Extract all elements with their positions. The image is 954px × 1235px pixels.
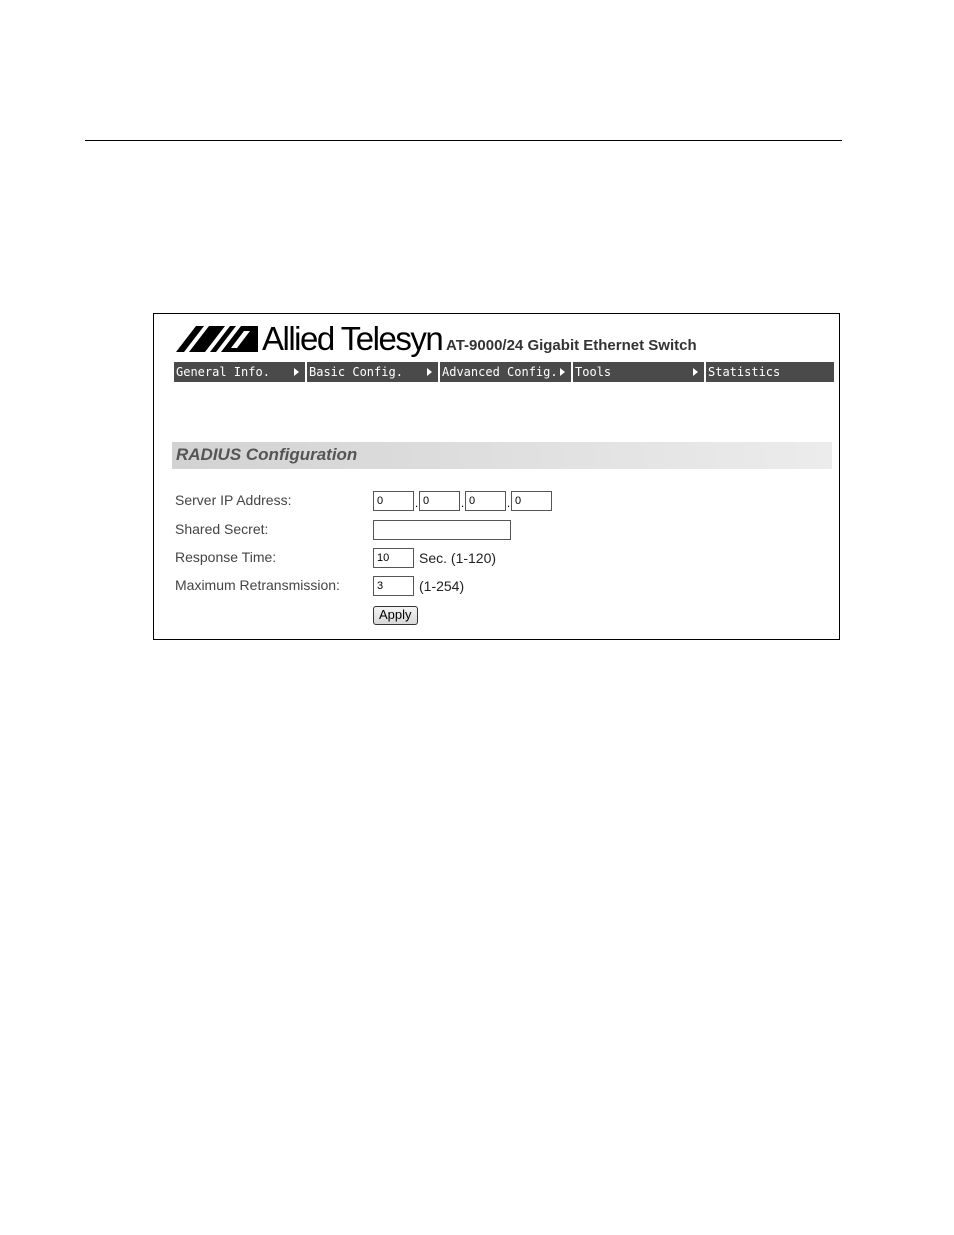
nav-tools[interactable] [573,362,704,382]
brand-header [176,320,826,360]
nav-general-info[interactable] [174,362,305,382]
server-ip-label: Server IP Address: [175,492,292,508]
max-retransmission-label: Maximum Retransmission: [175,577,340,593]
allied-telesyn-logo-icon [176,326,258,352]
submenu-arrow-icon [560,368,565,376]
submenu-arrow-icon [693,368,698,376]
ip-octet-1-input[interactable] [373,491,414,511]
server-ip-field [373,490,552,512]
nav-basic-config[interactable] [307,362,438,382]
max-retransmission-unit: (1-254) [419,578,465,594]
nav-label: Statistics [708,365,781,379]
submenu-arrow-icon [294,368,299,376]
nav-label: General Info. [176,365,270,379]
max-retransmission-field [373,575,464,597]
response-time-unit: Sec. (1-120) [419,550,497,566]
apply-field [373,604,418,626]
shared-secret-field [373,519,511,541]
ip-separator: . [414,496,419,510]
ip-separator: . [460,496,465,510]
product-name: AT-9000/24 Gigabit Ethernet Switch [446,337,697,354]
page-title: RADIUS Configuration [176,445,358,464]
ip-octet-4-input[interactable] [511,491,552,511]
nav-label: Basic Config. [309,365,403,379]
max-retransmission-input[interactable] [373,576,414,596]
ip-separator: . [506,496,511,510]
ip-octet-2-input[interactable] [419,491,460,511]
ip-octet-3-input[interactable] [465,491,506,511]
response-time-field [373,547,496,569]
shared-secret-label: Shared Secret: [175,521,269,537]
apply-button[interactable]: Apply [373,606,418,625]
brand-name: Allied Telesyn [262,320,443,357]
max-retransmission-row [175,575,815,597]
main-navigation [174,362,834,382]
section-header [172,442,832,469]
response-time-row [175,547,815,569]
server-ip-row [175,490,815,512]
page-header-rule [85,140,842,141]
response-time-input[interactable] [373,548,414,568]
response-time-label: Response Time: [175,549,277,565]
nav-label: Advanced Config. [442,365,558,379]
nav-advanced-config[interactable] [440,362,571,382]
submenu-arrow-icon [427,368,432,376]
screenshot-figure [153,313,840,640]
shared-secret-input[interactable] [373,520,511,540]
apply-row [175,604,815,626]
nav-statistics[interactable] [706,362,834,382]
nav-label: Tools [575,365,612,379]
shared-secret-row [175,519,815,541]
